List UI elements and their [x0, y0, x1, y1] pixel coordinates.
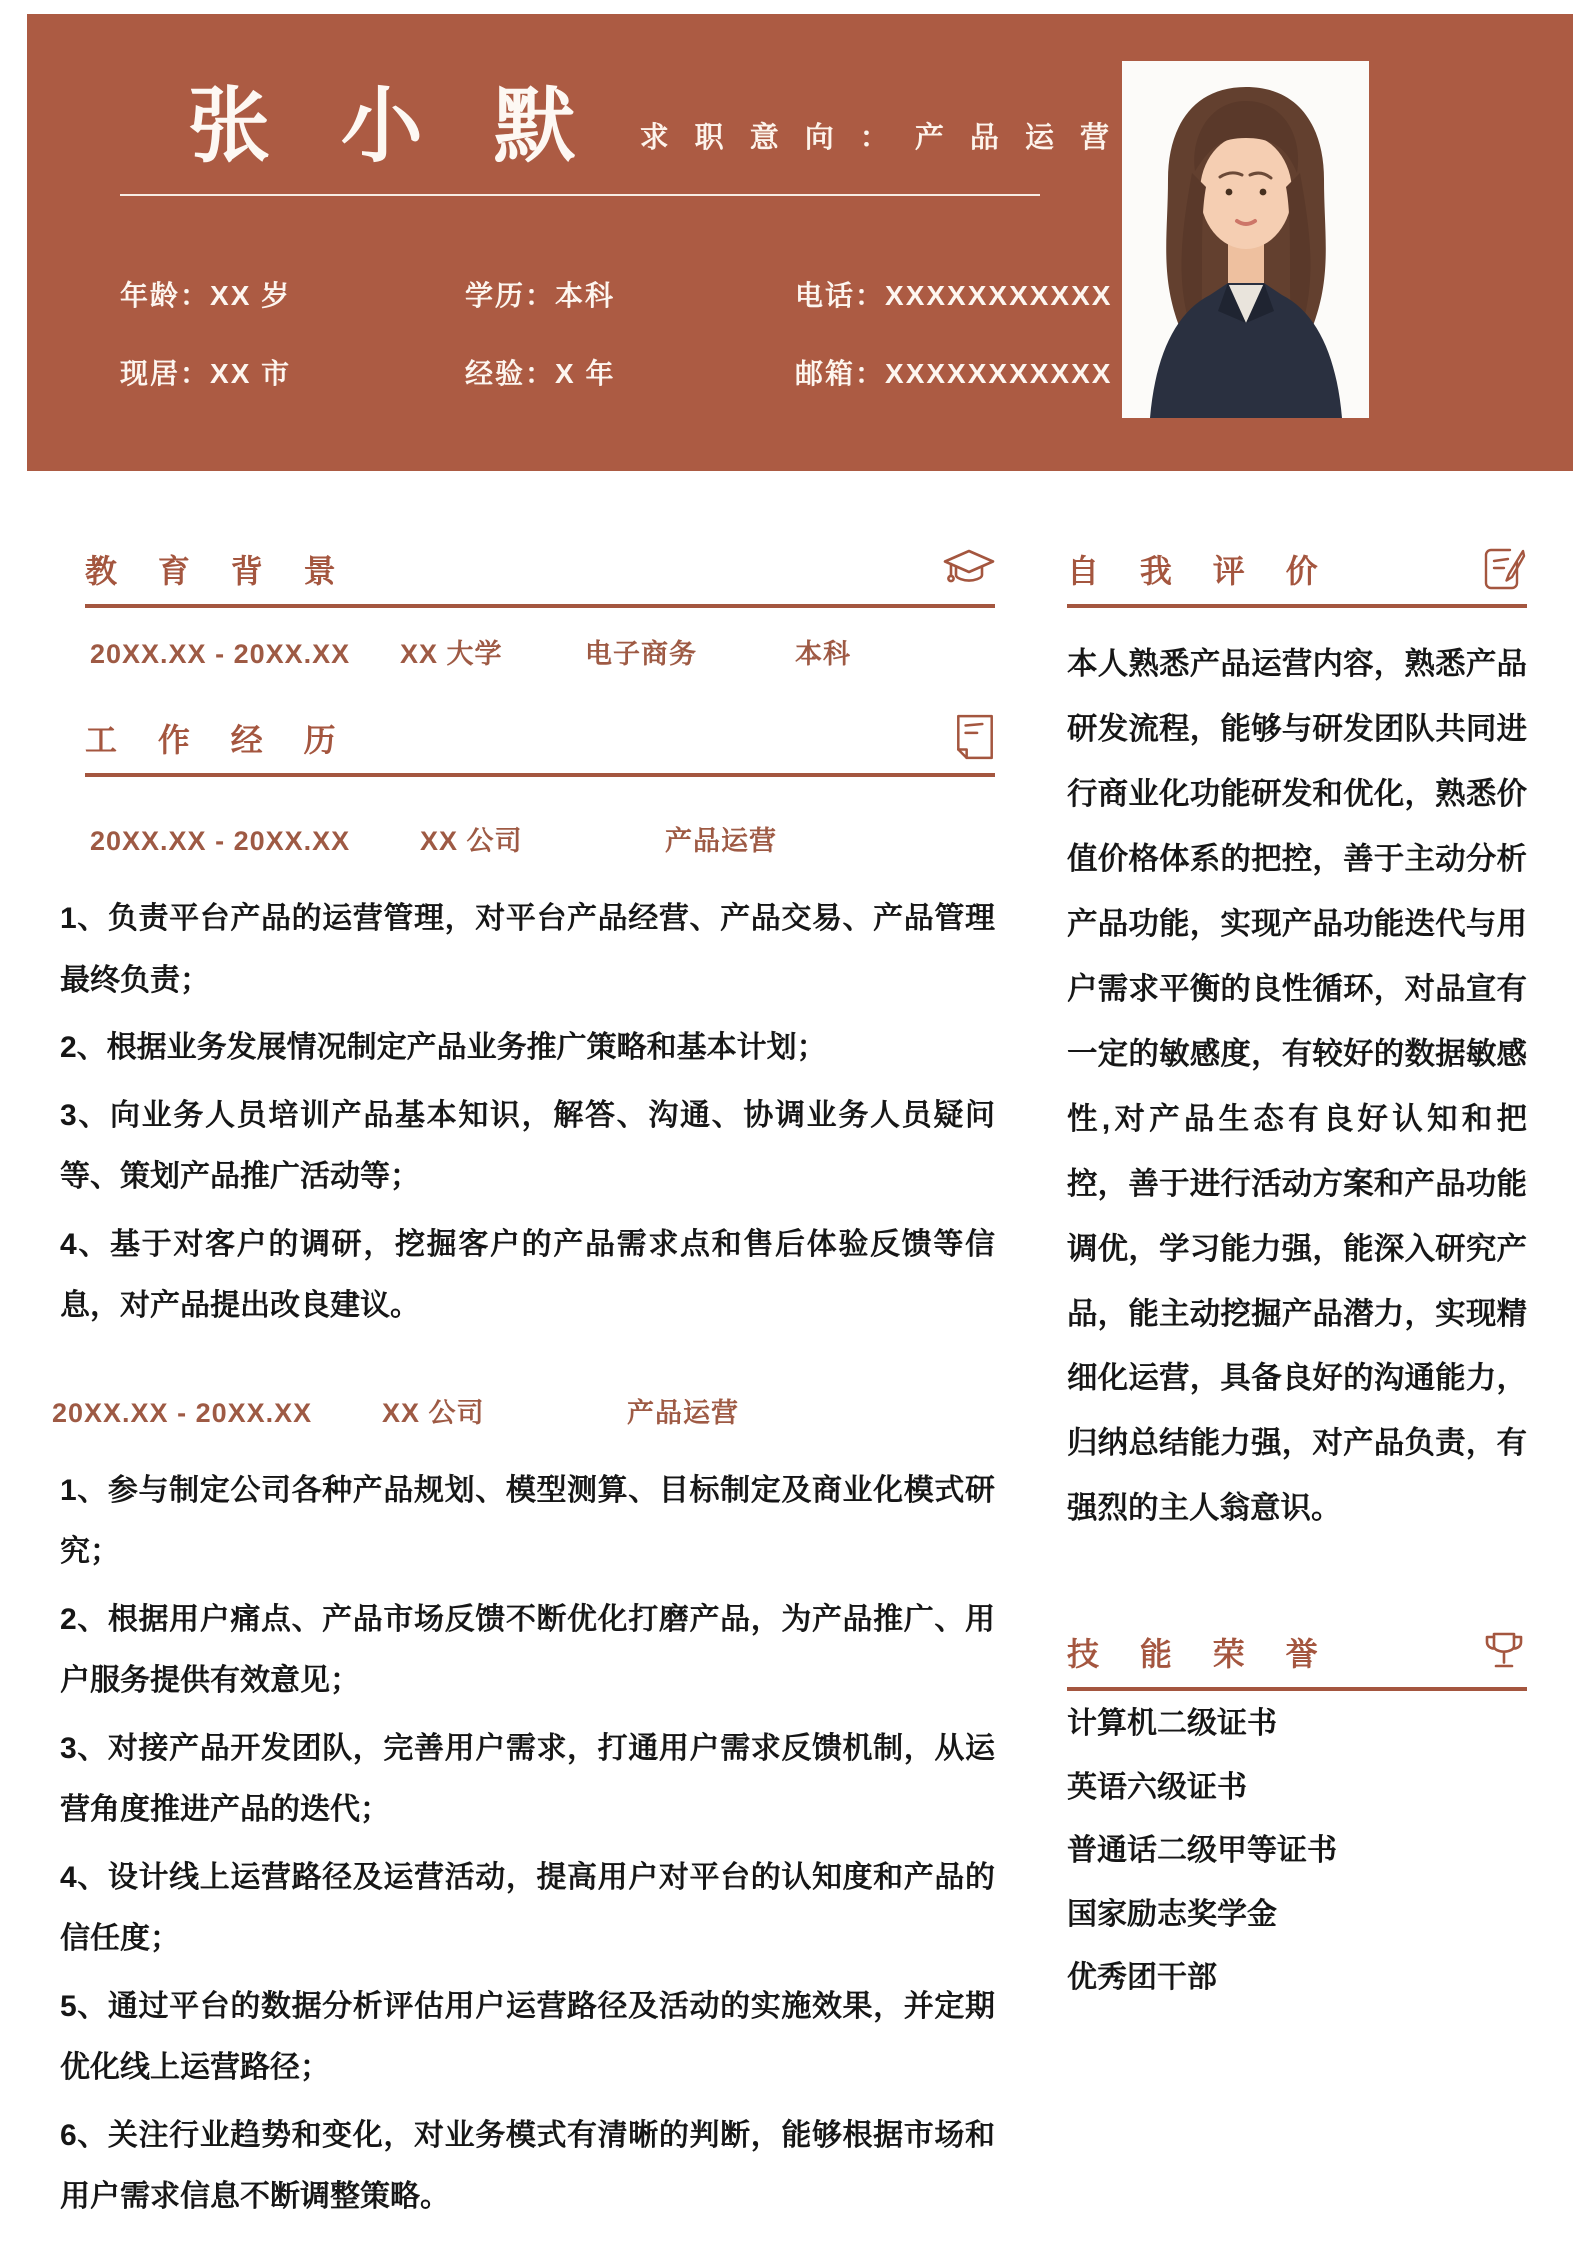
job-bullet: 4、设计线上运营路径及运营活动，提高用户对平台的认知度和产品的信任度；: [60, 1860, 995, 1955]
education-degree: 本科: [795, 639, 851, 669]
info-value: XX 岁: [210, 280, 292, 312]
resume-body: [52, 546, 1527, 2234]
info-label: 经验：: [465, 358, 556, 390]
info-label: 邮箱：: [795, 358, 886, 390]
info-value: XX 市: [210, 358, 292, 390]
self-evaluation-heading-row: [1067, 546, 1527, 592]
job-1-bullets: [60, 888, 995, 1337]
skills-title: 技 能 荣 誉: [1067, 1636, 1334, 1673]
job-2-role: 产品运营: [627, 1397, 739, 1428]
info-value: XXXXXXXXXXX: [885, 358, 1113, 390]
header-banner: [27, 14, 1573, 471]
skills-heading-row: [1067, 1629, 1527, 1675]
education-rule: [85, 604, 995, 608]
job-2-meta: [52, 1391, 995, 1430]
skill-item: 普通话二级甲等证书: [1067, 1834, 1337, 1868]
profile-photo: [1122, 61, 1369, 418]
job-2-bullets: [60, 1460, 995, 2228]
job-bullet: 2、根据业务发展情况制定产品业务推广策略和基本计划；: [60, 1031, 827, 1064]
info-label: 电话：: [795, 280, 886, 312]
info-field: [120, 352, 465, 392]
skill-item: 国家励志奖学金: [1067, 1897, 1277, 1931]
job-bullet: 3、向业务人员培训产品基本知识，解答、沟通、协调业务人员疑问等、策划产品推广活动等；: [60, 1098, 995, 1193]
education-major: 电子商务: [585, 639, 697, 669]
job-1-dates: 20XX.XX - 20XX.XX: [90, 826, 351, 856]
skills-list: [1067, 1693, 1527, 2009]
info-field: [465, 274, 795, 314]
job-bullet: 1、负责平台产品的运营管理，对平台产品经营、产品交易、产品管理最终负责；: [60, 902, 995, 997]
job-bullet: 6、关注行业趋势和变化，对业务模式有清晰的判断，能够根据市场和用户需求信息不断调整策略。: [60, 2118, 995, 2213]
education-title: 教 育 背 景: [85, 553, 352, 589]
education-school: XX 大学: [400, 639, 503, 669]
trophy-icon: [1481, 1629, 1527, 1675]
self-evaluation-paragraph: 本人熟悉产品运营内容，熟悉产品研发流程，能够与研发团队共同进行商业化功能研发和优化，熟悉价值价格体系的把控，善于主动分析产品功能，实现产品功能迭代与用户需求平衡的良性循环，对品宣有一定的敏感度，有较好的数据敏感性,对产品生态有良好认知和把控，善于进行活动方案和产品功能调优，学习能力强，能深入研究产品，能主动挖掘产品潜力，实现精细化运营，具备良好的沟通能力，归纳总结能力强，对产品负责，有强烈的主人翁意识。: [1067, 647, 1527, 1526]
memo-pen-icon: [1481, 546, 1527, 592]
job-1-company: XX 公司: [420, 826, 523, 856]
info-value: X 年: [555, 358, 616, 390]
skills-rule: [1067, 1687, 1527, 1691]
header-divider: [120, 194, 1040, 196]
info-label: 年龄：: [120, 280, 211, 312]
right-column: [1067, 546, 1527, 2234]
job-bullet: 4、基于对客户的调研，挖掘客户的产品需求点和售后体验反馈等信息，对产品提出改良建议。: [60, 1227, 995, 1322]
profile-photo-illustration: [1122, 61, 1369, 418]
candidate-name: 张 小 默: [188, 81, 600, 172]
job-1-role: 产品运营: [665, 826, 777, 856]
section-work: [52, 713, 995, 2228]
info-label: 学历：: [465, 280, 556, 312]
document-icon: [955, 713, 995, 761]
graduation-cap-icon: [943, 548, 995, 592]
education-heading-row: [85, 546, 995, 592]
job-2-company: XX 公司: [382, 1397, 485, 1428]
job-bullet: 5、通过平台的数据分析评估用户运营路径及活动的实施效果，并定期优化线上运营路径；: [60, 1989, 995, 2084]
job-bullet: 1、参与制定公司各种产品规划、模型测算、目标制定及商业化模式研究；: [60, 1473, 995, 1568]
section-skills: [1067, 1629, 1527, 2009]
info-field: [120, 274, 465, 314]
job-1-meta: [90, 819, 995, 858]
info-value: XXXXXXXXXXX: [885, 280, 1113, 312]
skill-item: 计算机二级证书: [1067, 1707, 1277, 1741]
info-field: [465, 352, 795, 392]
skill-item: 英语六级证书: [1067, 1770, 1247, 1804]
self-evaluation-rule: [1067, 604, 1527, 608]
job-bullet: 2、根据用户痛点、产品市场反馈不断优化打磨产品，为产品推广、用户服务提供有效意见；: [60, 1602, 995, 1697]
job-bullet: 3、对接产品开发团队，完善用户需求，打通用户需求反馈机制，从运营角度推进产品的迭代；: [60, 1731, 995, 1826]
job-intent: 求 职 意 向 ： 产 品 运 营: [639, 122, 1119, 155]
work-heading-row: [85, 713, 995, 761]
info-label: 现居：: [120, 358, 211, 390]
info-value: 本科: [555, 280, 616, 312]
job-2-dates: 20XX.XX - 20XX.XX: [52, 1397, 313, 1428]
education-dates: 20XX.XX - 20XX.XX: [90, 639, 351, 669]
self-evaluation-title: 自 我 评 价: [1067, 553, 1334, 589]
work-title: 工 作 经 历: [85, 722, 352, 758]
section-education: [60, 546, 995, 671]
education-entry: [90, 632, 995, 671]
section-self-evaluation: [1067, 546, 1527, 1541]
work-rule: [85, 773, 995, 777]
skill-item: 优秀团干部: [1067, 1961, 1217, 1995]
left-column: [52, 546, 995, 2234]
